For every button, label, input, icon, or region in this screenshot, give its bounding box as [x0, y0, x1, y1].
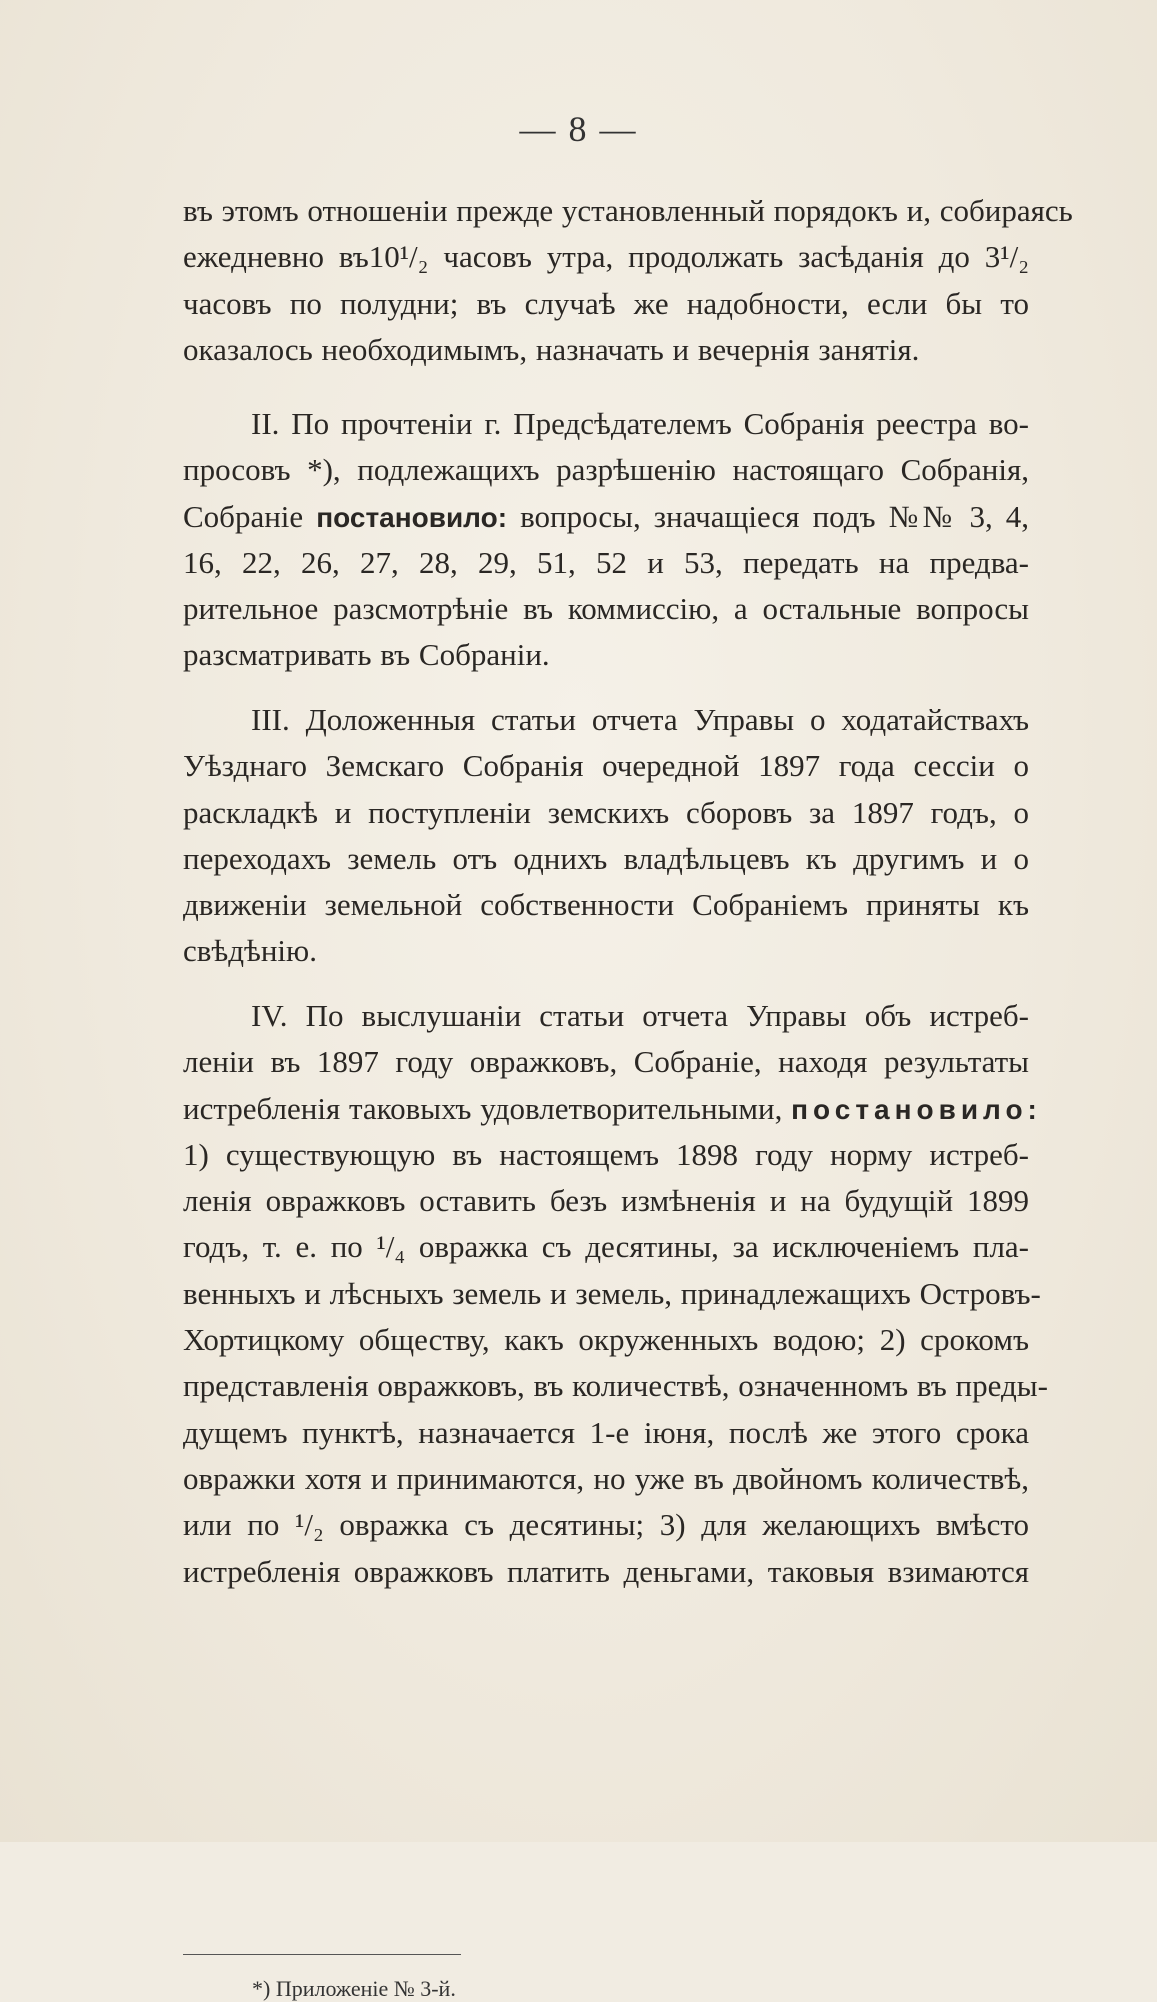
paragraph-section-iv: [183, 993, 1048, 1595]
text-line: 16, 22, 26, 27, 28, 29, 51, 52 и 53, передать на предва-: [183, 544, 1029, 580]
text-line: истребленія овражковъ платить деньгами, таковыя взимаются: [183, 1553, 1029, 1589]
text-line: представленія овражковъ, въ количествѣ, означенномъ въ преды-: [183, 1368, 1048, 1404]
text-line: годъ, т. е. по ¹/₄ овражка съ десятины, за исключеніемъ пла-: [183, 1229, 1029, 1265]
text-line: раскладкѣ и поступленіи земскихъ сборовъ за 1897 годъ, о: [183, 794, 1029, 830]
paragraph-section-iii: [183, 697, 1029, 975]
paragraph-continuation: [183, 188, 1073, 373]
text-line: III. Доложенныя статьи отчета Управы о ходатайствахъ: [251, 702, 1029, 737]
footnote-divider: [183, 1954, 461, 1955]
text-line: часовъ по полудни; въ случаѣ же надобности, если бы то: [183, 285, 1029, 321]
text-line: свѣдѣнію.: [183, 933, 317, 969]
text-line: 1) существующую въ настоящемъ 1898 году норму истреб-: [183, 1136, 1029, 1172]
text-line: ленія овражковъ оставить безъ измѣненія и на будущій 1899: [183, 1183, 1029, 1219]
resolution-keyword: постановило:: [316, 501, 508, 533]
page-number: — 8 —: [519, 109, 638, 149]
text-line: леніи въ 1897 году овражковъ, Собраніе, находя результаты: [183, 1044, 1029, 1080]
text-line: переходахъ земель отъ однихъ владѣльцевъ къ другимъ и о: [183, 840, 1029, 876]
text-line: рительное разсмотрѣніе въ коммиссію, а остальные вопросы: [183, 591, 1029, 627]
text-line: II. По прочтеніи г. Предсѣдателемъ Собранія реестра во-: [251, 406, 1029, 441]
text-fragment: Собраніе: [183, 498, 304, 534]
text-line: просовъ *), подлежащихъ разрѣшенію настоящаго Собранія,: [183, 452, 1029, 488]
text-line: IV. По выслушаніи статьи отчета Управы объ истреб-: [251, 998, 1029, 1033]
resolution-keyword: постановило:: [791, 1093, 1042, 1125]
text-fragment: истребленія таковыхъ удовлетворительными,: [183, 1090, 783, 1126]
text-line-resolution: [183, 494, 1029, 540]
text-line: овражки хотя и принимаются, но уже въ двойномъ количествѣ,: [183, 1460, 1029, 1496]
text-line: дущемъ пунктѣ, назначается 1-е іюня, послѣ же этого срока: [183, 1414, 1029, 1450]
text-line: въ этомъ отношеніи прежде установленный порядокъ и, собираясь: [183, 193, 1073, 228]
paragraph-section-ii: [183, 401, 1029, 679]
text-line: Уѣзднаго Земскаго Собранія очередной 1897 года сессіи о: [183, 748, 1029, 784]
text-line-resolution: [183, 1086, 1042, 1132]
text-line: ежедневно въ10¹/₂ часовъ утра, продолжать засѣданія до 3¹/₂: [183, 239, 1029, 275]
text-line: оказалось необходимымъ, назначать и вечернія занятія.: [183, 331, 920, 367]
footnote: *) Приложеніе № 3-й.: [252, 1976, 456, 2001]
text-line: движеніи земельной собственности Собраніемъ приняты къ: [183, 887, 1029, 923]
text-line: разсматривать въ Собраніи.: [183, 637, 550, 673]
text-fragment: вопросы, значащіеся подъ №№ 3, 4,: [520, 498, 1030, 534]
text-line: венныхъ и лѣсныхъ земель и земель, принадлежащихъ Островъ-: [183, 1275, 1041, 1311]
text-line: или по ¹/₂ овражка съ десятины; 3) для желающихъ вмѣсто: [183, 1507, 1029, 1543]
text-line: Хортицкому обществу, какъ окруженныхъ водою; 2) срокомъ: [183, 1322, 1029, 1358]
